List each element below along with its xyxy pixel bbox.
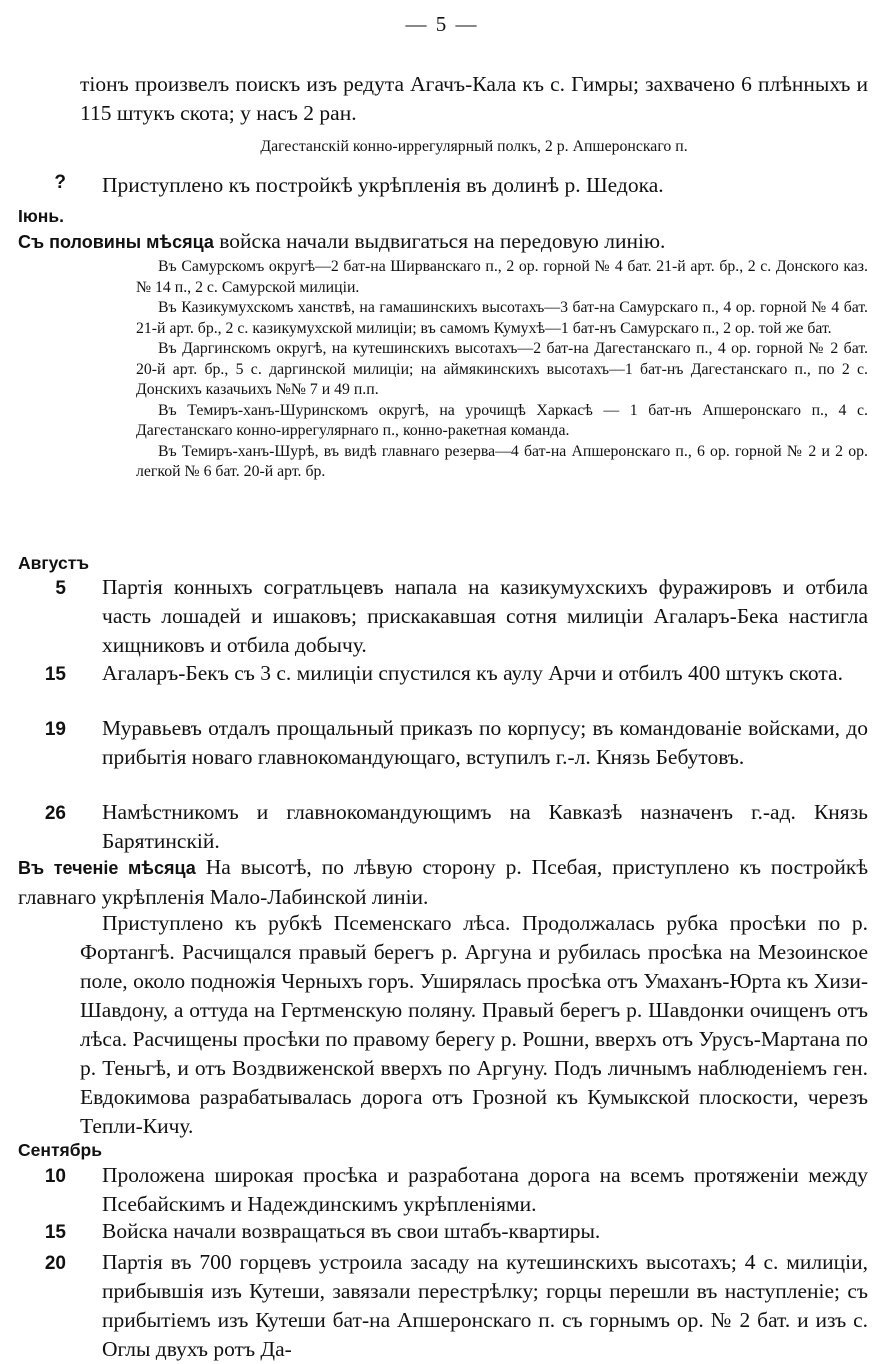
june-note-kazikumukh: Въ Казикумухскомъ ханствѣ, на гамашинскихъ высотахъ—3 бат-на Самурскаго п., 4 ор. горной № 4 бат. 21-й арт. бр., 2 с. казикумухской милиціи; въ самомъ Кумухѣ—1 бат-нъ Самурскаго п., 2 ор. той же бат. [136, 299, 868, 337]
entry-text: Муравьевъ отдалъ прощальный приказъ по корпусу; въ командованіе войсками, до прибытія новаго главнокомандующаго, вступилъ г.-л. Князь Бебутовъ. [102, 716, 868, 769]
entry-day: 19 [44, 719, 66, 740]
entry-text: Партія конныхъ согратльцевъ напала на казикумухскихъ фуражировъ и отбила часть лошадей и ишаковъ; прискакавшая сотня милиціи Агаларъ-Бека настигла хищниковъ и отбила добычу. [102, 575, 868, 657]
month-heading-september: Сентябрь [18, 1140, 102, 1160]
page-number: — 5 — [405, 12, 479, 36]
entry-text: Войска начали возвращаться въ свои штабъ-квартиры. [102, 1219, 601, 1243]
entry-text: Партія въ 700 горцевъ устроила засаду на кутешинскихъ высотахъ; 4 с. милиціи, прибывшія изъ Кутеши, завязали перестрѣлку; горцы перешли въ наступленіе; съ прибытіемъ изъ Кутеши бат-на Апшеронскаго п. съ горнымъ ор. № 2 бат. и изъ с. Оглы двухъ ротъ Да- [102, 1250, 868, 1361]
entry-text: Агаларъ-Бекъ съ 3 с. милиціи спустился къ аулу Арчи и отбилъ 400 штукъ скота. [102, 661, 843, 685]
june-note-samur: Въ Самурскомъ округѣ—2 бат-на Ширванскаго п., 2 ор. горной № 4 бат. 21-й арт. бр., 2 с. Донского каз. № 14 п., 2 с. Самурской милиціи. [136, 258, 868, 296]
june-deployment-notes [136, 257, 868, 483]
august-month-lead: Въ теченіе мѣсяца [18, 858, 196, 878]
entry-day: 26 [44, 803, 66, 824]
entry-day: 15 [44, 664, 66, 685]
june-lead: Съ половины мѣсяца [18, 232, 214, 252]
june-text: войска начали выдвигаться на передовую линію. [213, 229, 666, 253]
intro-paragraph: тіонъ произвелъ поискъ изъ редута Агачъ-Кала къ с. Гимры; захвачено 6 плѣнныхъ и 115 штукъ скота; у насъ 2 ран. [80, 72, 868, 125]
august-month-paragraph [18, 853, 868, 912]
entry-marker-question: ? [54, 172, 66, 193]
entry-day: 15 [44, 1222, 66, 1243]
june-note-temir-okrug: Въ Темиръ-ханъ-Шуринскомъ округѣ, на урочищѣ Харкасѣ — 1 бат-нъ Апшеронскаго п., 4 с. Дагестанскаго конно-иррегулярнаго п., конно-ракетная команда. [136, 401, 868, 439]
august-month-text: На высотѣ, по лѣвую сторону р. Псебая, приступлено къ постройкѣ главнаго укрѣпленія Мало-Лабинской линіи. [18, 855, 869, 909]
entry-day: 20 [44, 1253, 66, 1274]
june-note-temir-reserve: Въ Темиръ-ханъ-Шурѣ, въ видѣ главнаго резерва—4 бат-на Апшеронскаго п., 6 ор. горной № 2 и 2 ор. легкой № 6 бат. 20-й арт. бр. [136, 442, 868, 480]
month-heading-august: Августъ [18, 553, 90, 573]
intro-note: Дагестанскій конно-иррегулярный полкъ, 2 р. Апшеронскаго п. [260, 138, 688, 155]
june-note-dargin: Въ Даргинскомъ округѣ, на кутешинскихъ высотахъ—2 бат-на Дагестанскаго п., 4 ор. горной № 2 бат. 20-й арт. бр., 5 с. даргинской милиціи; на аймякинскихъ высотахъ—1 бат-нъ Дагестанскаго п., по 2 с. Донскихъ казачьихъ №№ 7 и 49 п.п. [136, 340, 868, 398]
entry-text-shedok: Приступлено къ постройкѣ укрѣпленія въ долинѣ р. Шедока. [102, 173, 664, 197]
entry-day: 10 [44, 1166, 66, 1187]
entry-day: 5 [55, 578, 66, 599]
entry-text: Проложена широкая просѣка и разработана дорога на всемъ протяженіи между Псебайскимъ и Надеждинскимъ укрѣпленіями. [102, 1163, 868, 1216]
entry-text: Намѣстникомъ и главнокомандующимъ на Кавказѣ назначенъ г.-ад. Князь Барятинскій. [102, 800, 868, 853]
june-paragraph [18, 227, 868, 257]
month-heading-june: Іюнь. [18, 206, 64, 226]
august-clearing-paragraph: Приступлено къ рубкѣ Псеменскаго лѣса. Продолжалась рубка просѣки по р. Фортангѣ. Расчищался правый берегъ р. Аргуна и рубилась просѣка на Мезоинское поле, около подножія Черныхъ горъ. Уширялась просѣка отъ Умаханъ-Юрта къ Хизи-Шавдону, а оттуда на Гертменскую поляну. Правый берегъ р. Шавдонки очищенъ отъ лѣса. Расчищены просѣки по правому берегу р. Рошни, вверхъ отъ Урусъ-Мартана по р. Теньгѣ, и отъ Воздвиженской вверхъ по Аргуну. Подъ личнымъ наблюденіемъ ген. Евдокимова разрабатывалась дорога отъ Грозной къ Кумыкской плоскости, черезъ Тепли-Кичу. [80, 911, 868, 1138]
